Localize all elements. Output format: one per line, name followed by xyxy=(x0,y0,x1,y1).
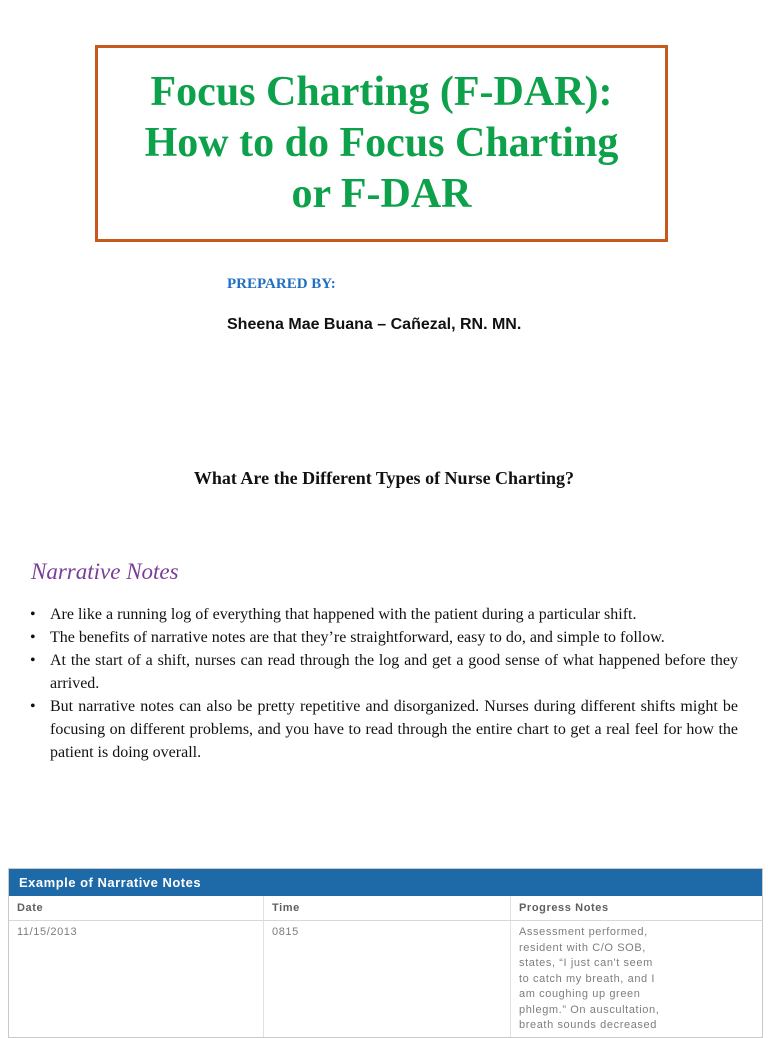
bullet-text: But narrative notes can also be pretty repetitive and disorganized. Nurses during different shifts might be focusing on different problems, and you have to read through the entire chart to get a real feel for how the patient is doing overall. xyxy=(50,698,738,761)
bullet-text: At the start of a shift, nurses can read through the log and get a good sense of what happened before they arrived. xyxy=(50,652,738,692)
bullet-item xyxy=(30,695,738,764)
example-table-caption: Example of Narrative Notes xyxy=(9,869,762,896)
bullet-item xyxy=(30,649,738,695)
bullet-text: Are like a running log of everything that happened with the patient during a particular shift. xyxy=(50,606,637,623)
bullet-item xyxy=(30,626,738,649)
cell-time: 0815 xyxy=(264,921,511,1038)
note-line: states, “I just can't seem xyxy=(519,957,653,969)
bullet-list xyxy=(30,603,738,764)
title-line: Focus Charting (F-DAR): xyxy=(150,69,613,115)
note-line: breath sounds decreased xyxy=(519,1019,657,1031)
title-box xyxy=(95,45,668,242)
document-title xyxy=(145,67,619,220)
bullet-text: The benefits of narrative notes are that they’re straightforward, easy to do, and simple to follow. xyxy=(50,629,665,646)
table-header-row xyxy=(9,896,762,921)
bullet-icon: • xyxy=(30,652,36,669)
bullet-icon: • xyxy=(30,698,36,715)
column-header-time: Time xyxy=(264,896,511,921)
section-title: Narrative Notes xyxy=(31,559,179,584)
note-line: to catch my breath, and I xyxy=(519,972,656,985)
section-question: What Are the Different Types of Nurse Charting? xyxy=(193,468,575,488)
prepared-by-label: PREPARED BY: xyxy=(227,276,336,292)
cell-progress-notes xyxy=(511,921,763,1038)
example-table xyxy=(9,896,762,1038)
title-line: How to do Focus Charting xyxy=(144,120,619,166)
title-line: or F-DAR xyxy=(291,171,472,217)
author-name: Sheena Mae Buana – Cañezal, RN. MN. xyxy=(227,316,522,333)
bullet-icon: • xyxy=(30,629,36,646)
table-row xyxy=(9,921,762,1038)
cell-date: 11/15/2013 xyxy=(9,921,264,1038)
column-header-date: Date xyxy=(9,896,264,921)
bullet-icon: • xyxy=(30,606,36,623)
note-line: am coughing up green xyxy=(519,988,641,1000)
example-table-image xyxy=(8,868,763,1038)
bullet-item xyxy=(30,603,738,626)
note-line: resident with C/O SOB, xyxy=(519,941,646,954)
column-header-progress-notes: Progress Notes xyxy=(511,896,763,921)
note-line: Assessment performed, xyxy=(519,926,648,938)
note-line: phlegm.” On auscultation, xyxy=(519,1003,660,1016)
